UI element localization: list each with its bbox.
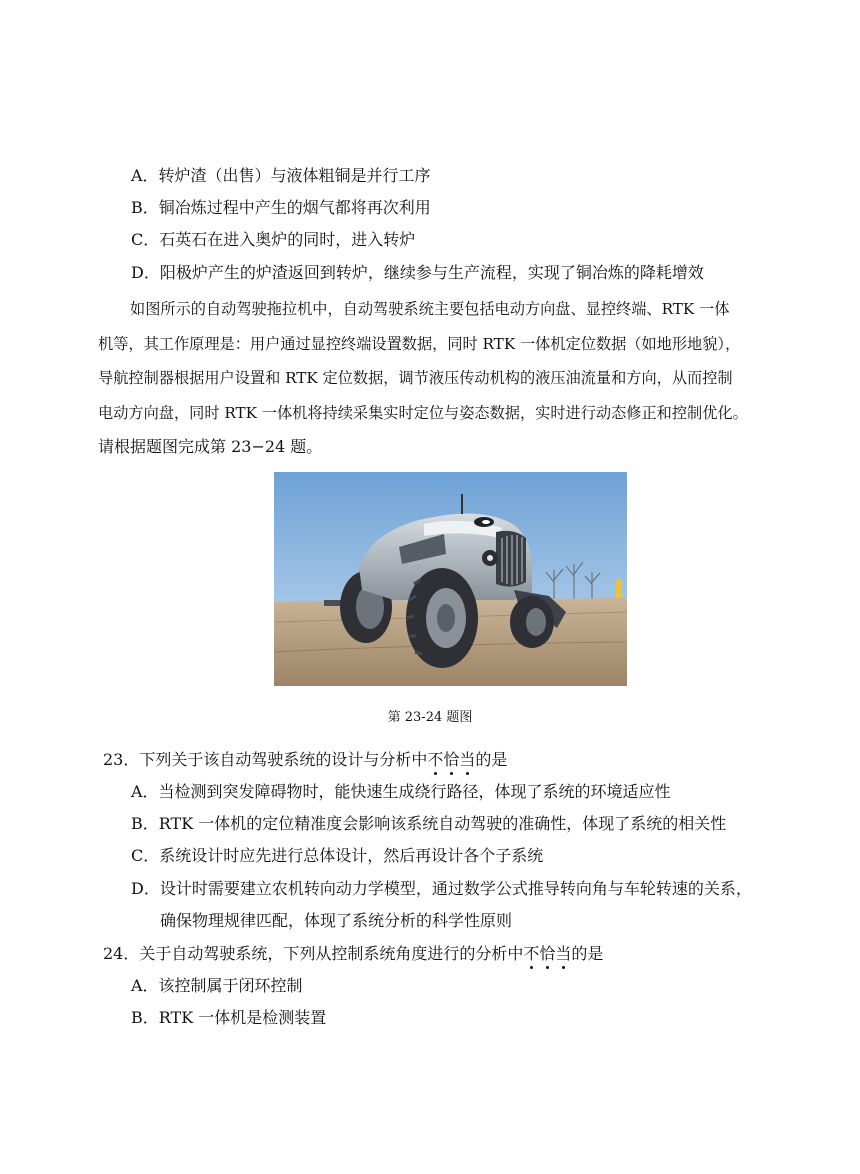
intro-line: 导航控制器根据用户设置和 RTK 定位数据，调节液压传动机构的液压油流量和方向，从而控制	[98, 369, 733, 388]
q23-option-d: D．设计时需要建立农机转向动力学模型，通过数学公式推导转向角与车轮转速的关系，	[131, 879, 752, 898]
q24-option-b: B．RTK 一体机是检测装置	[131, 1008, 327, 1027]
q24-option-a: A．该控制属于闭环控制	[131, 976, 303, 995]
option-b-prev: B．铜冶炼过程中产生的烟气都将再次利用	[131, 198, 431, 217]
tractor-photo	[274, 472, 627, 686]
q23-option-b: B．RTK 一体机的定位精准度会影响该系统自动驾驶的准确性，体现了系统的相关性	[131, 814, 727, 833]
emphasis-mark: 当	[555, 944, 572, 963]
emphasis-mark: 不	[427, 750, 444, 769]
question-24-stem	[103, 944, 603, 964]
intro-line: 电动方向盘，同时 RTK 一体机将持续采集实时定位与姿态数据，实时进行动态修正和控制优化。	[98, 403, 748, 422]
intro-line: 请根据题图完成第 23−24 题。	[98, 437, 323, 457]
option-a-prev: A．转炉渣（出售）与液体粗铜是并行工序	[131, 166, 431, 185]
q23-option-d-cont: 确保物理规律匹配，体现了系统分析的科学性原则	[160, 911, 513, 930]
intro-line: 如图所示的自动驾驶拖拉机中，自动驾驶系统主要包括电动方向盘、显控终端、RTK 一体	[130, 300, 730, 318]
emphasis-mark: 当	[459, 750, 476, 769]
emphasis-mark: 恰	[443, 750, 460, 769]
figure-caption: 第 23-24 题图	[387, 710, 473, 725]
q24-stem-tail: 的是	[571, 944, 604, 963]
q23-option-c: C．系统设计时应先进行总体设计，然后再设计各个子系统	[131, 846, 544, 865]
intro-line: 机等，其工作原理是：用户通过显控终端设置数据，同时 RTK 一体机定位数据（如地形地貌），	[98, 334, 741, 353]
q24-stem-text: 24．关于自动驾驶系统，下列从控制系统角度进行的分析中	[103, 944, 524, 963]
question-23-stem	[103, 750, 507, 770]
q23-option-a: A．当检测到突发障碍物时，能快速生成绕行路径，体现了系统的环境适应性	[131, 782, 671, 801]
emphasis-mark: 不	[523, 944, 540, 963]
option-c-prev: C．石英石在进入奥炉的同时，进入转炉	[131, 230, 416, 249]
q23-stem-text: 23．下列关于该自动驾驶系统的设计与分析中	[103, 750, 428, 769]
option-d-prev: D．阳极炉产生的炉渣返回到转炉，继续参与生产流程，实现了铜冶炼的降耗增效	[131, 263, 704, 282]
q23-stem-tail: 的是	[475, 750, 508, 769]
emphasis-mark: 恰	[539, 944, 556, 963]
intro-paragraph	[98, 292, 766, 465]
